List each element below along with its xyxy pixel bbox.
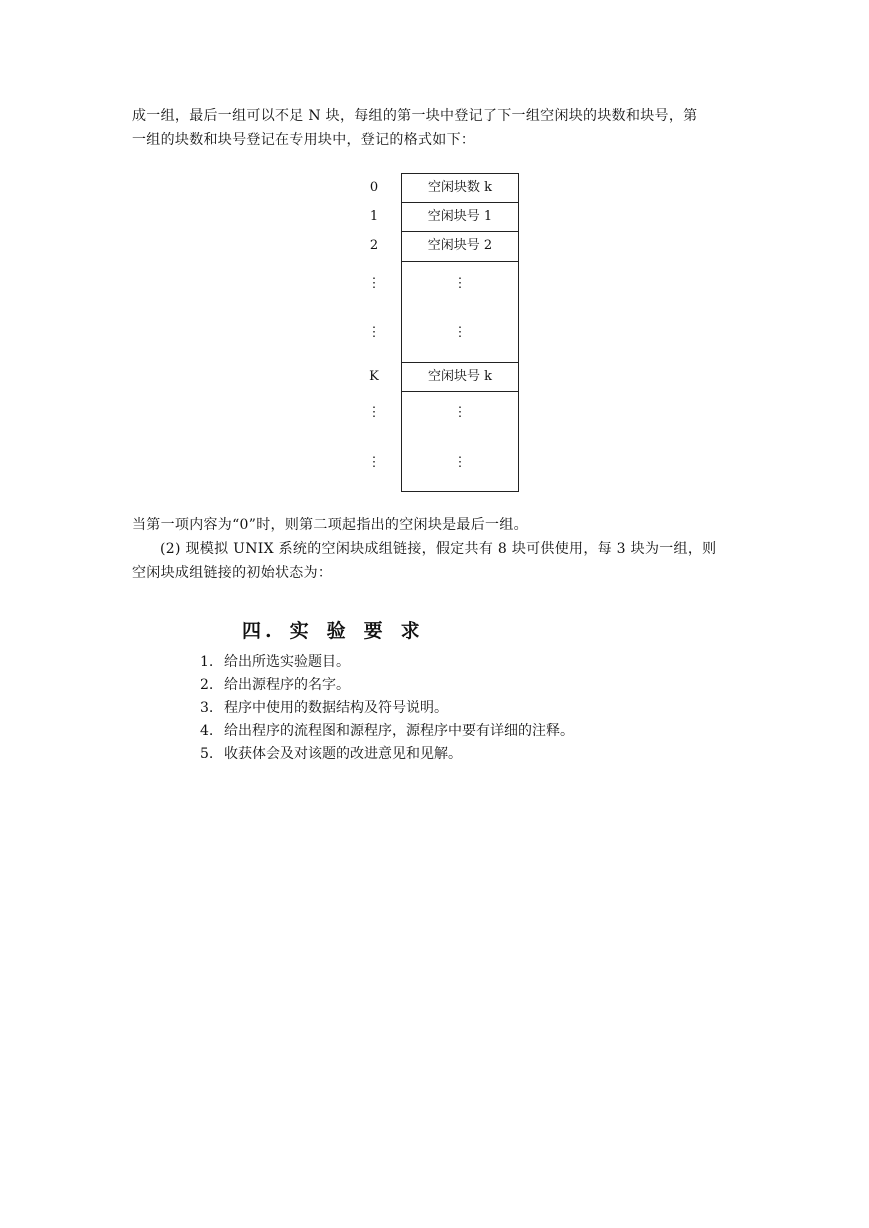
table-cell-dots: ⋮ [453, 325, 467, 340]
table-cell-block-2 [401, 231, 519, 262]
intro-line-1: 成一组，最后一组可以不足 N 块，每组的第一块中登记了下一组空闲块的块数和块号，第 [132, 108, 698, 124]
list-item-text: 给出程序的流程图和源程序，源程序中要有详细的注释。 [224, 723, 574, 739]
section-title-char: 四. [242, 620, 276, 642]
table-index-dots: ⋮ [367, 455, 381, 470]
list-item-number: 4. [200, 723, 214, 739]
list-item-number: 1. [200, 654, 214, 670]
intro-line-2: 一组的块数和块号登记在专用块中，登记的格式如下： [132, 132, 476, 148]
table-index-dots: ⋮ [367, 325, 381, 340]
list-item-text: 程序中使用的数据结构及符号说明。 [224, 700, 448, 716]
list-item-number: 5. [200, 746, 214, 762]
table-cell-count [401, 173, 519, 203]
table-index-k: K [369, 369, 379, 384]
list-item [200, 697, 574, 720]
list-item [200, 674, 574, 697]
list-item [200, 651, 574, 674]
requirements-list [200, 651, 574, 766]
section-title-char: 求 [400, 620, 424, 642]
table-cell-block-1 [401, 202, 519, 232]
list-item [200, 720, 574, 743]
table-cell-text: 空闲块号 1 [427, 209, 493, 224]
list-item-number: 3. [200, 700, 214, 716]
table-index-0: 0 [369, 180, 379, 195]
table-cell-gap-a [401, 261, 519, 363]
list-item-text: 给出源程序的名字。 [224, 677, 350, 693]
table-index-1: 1 [369, 209, 379, 224]
table-cell-dots: ⋮ [453, 276, 467, 291]
table-index-dots: ⋮ [367, 405, 381, 420]
table-cell-block-k [401, 362, 519, 392]
list-item-text: 收获体会及对该题的改进意见和见解。 [224, 746, 462, 762]
table-cell-dots: ⋮ [453, 455, 467, 470]
table-index-2: 2 [369, 238, 379, 253]
table-cell-gap-b [401, 391, 519, 492]
section-title-char: 要 [363, 620, 387, 642]
table-cell-text: 空闲块号 k [427, 369, 492, 384]
list-item-text: 给出所选实验题目。 [224, 654, 350, 670]
list-item-number: 2. [200, 677, 214, 693]
section-title-char: 实 [289, 620, 313, 642]
after-table-line-1: 当第一项内容为“0”时，则第二项起指出的空闲块是最后一组。 [132, 517, 528, 533]
section-title [242, 616, 438, 643]
table-cell-text: 空闲块号 2 [427, 238, 493, 253]
section-title-char: 验 [326, 620, 350, 642]
table-index-dots: ⋮ [367, 276, 381, 291]
list-item [200, 743, 574, 766]
table-cell-dots: ⋮ [453, 405, 467, 420]
table-cell-text: 空闲块数 k [427, 180, 492, 195]
after-table-para2-line-1: (2) 现模拟 UNIX 系统的空闲块成组链接，假定共有 8 块可供使用，每 3 块为一组，则 [160, 541, 717, 557]
after-table-para2-line-2: 空闲块成组链接的初始状态为： [132, 565, 333, 581]
